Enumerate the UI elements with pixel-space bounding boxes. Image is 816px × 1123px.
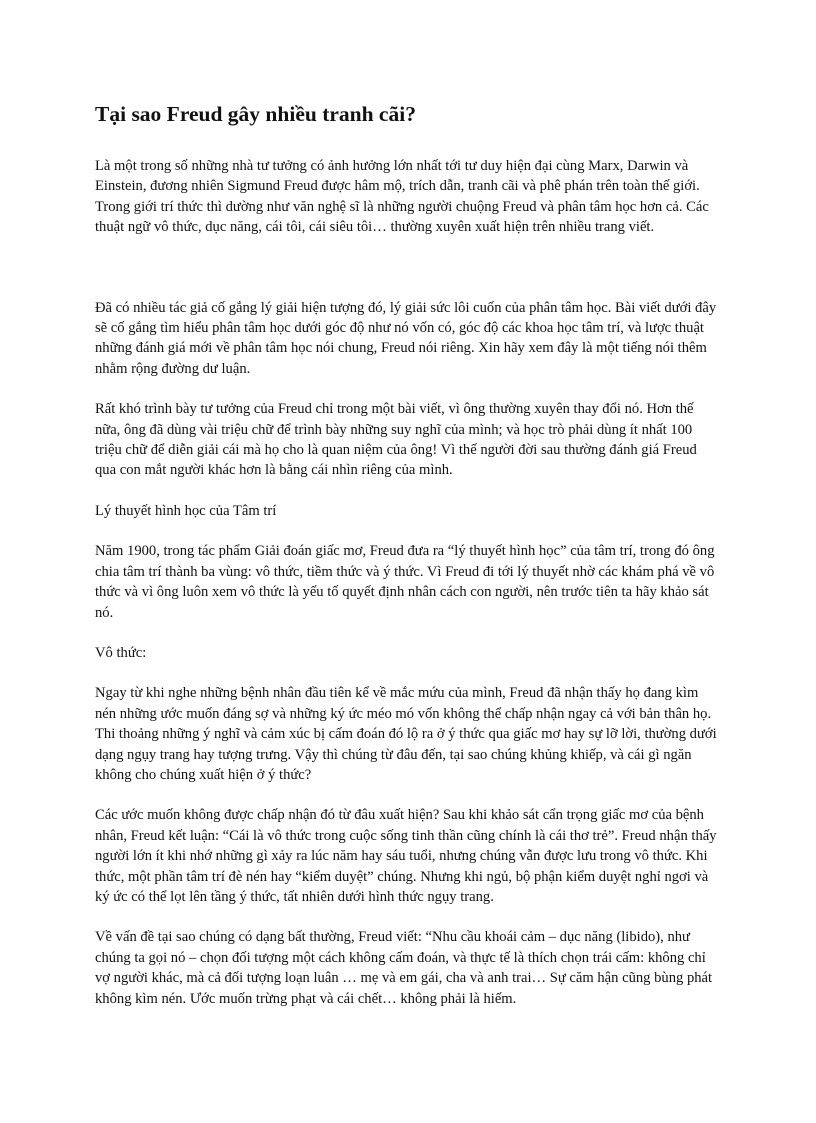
section-heading-topographic-theory: Lý thuyết hình học của Tâm trí (95, 502, 277, 519)
section-heading-unconscious: Vô thức: (95, 644, 147, 661)
paragraph-explanations: Đã có nhiều tác giả cố gắng lý giải hiện tượng đó, lý giải sức lôi cuốn của phân tâm học. Bài viết dưới đây sẽ cố gắng tìm hiểu phân tâm học dưới góc độ như nó vốn có, góc độ các khoa học tâm trí, và lược thuật những đánh giá mới về phân tâm học nói chung, Freud nói riêng. Xin hãy xem đây là một tiếng nói thêm nhằm rộng đường dư luận. (95, 299, 717, 377)
paragraph-intro: Là một trong số những nhà tư tưởng có ảnh hưởng lớn nhất tới tư duy hiện đại cùng Marx, Darwin và Einstein, đương nhiên Sigmund Freud được hâm mộ, trích dẫn, tranh cãi và phê phán trên toàn thế giới. Trong giới trí thức thì dường như văn nghệ sĩ là những người chuộng Freud và phân tâm học hơn cả. Các thuật ngữ vô thức, dục năng, cái tôi, cái siêu tôi… thường xuyên xuất hiện trên nhiều trang viết. (95, 158, 709, 236)
paragraph-repressed-wishes: Ngay từ khi nghe những bệnh nhân đầu tiên kể về mắc mứu của mình, Freud đã nhận thấy họ đang kìm nén những ước muốn đáng sợ và những ký ức méo mó vốn không thể chấp nhận ngay cả với bản thân họ. Thi thoảng những ý nghĩ và cảm xúc bị cấm đoán đó lộ ra ở ý thức qua giấc mơ hay sự lỡ lời, thường dưới dạng ngụy trang hay tượng trưng. Vậy thì chúng từ đâu đến, tại sao chúng khủng khiếp, và cái gì ngăn không cho chúng xuất hiện ở ý thức? (95, 685, 717, 783)
paragraph-libido: Về vấn đề tại sao chúng có dạng bất thường, Freud viết: “Nhu cầu khoái cảm – dục năng (libido), như chúng ta gọi nó – chọn đối tượng một cách không cấm đoán, và thực tế là thích chọn trái cấm: không chỉ vợ người khác, mà cả đối tượng loạn luân … mẹ và em gái, cha và anh trai… Sự căm hận cũng bùng phát không kìm nén. Ước muốn trừng phạt và cái chết… không phải là hiếm. (95, 929, 713, 1007)
paragraph-origin-of-wishes: Các ước muốn không được chấp nhận đó từ đâu xuất hiện? Sau khi khảo sát cẩn trọng giấc mơ của bệnh nhân, Freud kết luận: “Cái là vô thức trong cuộc sống tinh thần cũng chính là cái thơ trẻ”. Freud nhận thấy người lớn ít khi nhớ những gì xảy ra lúc năm hay sáu tuổi, nhưng chúng vẫn được lưu trong vô thức. Khi thức, một phần tâm trí đè nén hay “kiểm duyệt” chúng. Nhưng khi ngủ, bộ phận kiểm duyệt nghỉ ngơi và ký ức có thể lọt lên tầng ý thức, tất nhiên dưới hình thức ngụy trang. (95, 807, 717, 905)
paragraph-three-regions: Năm 1900, trong tác phẩm Giải đoán giấc mơ, Freud đưa ra “lý thuyết hình học” của tâm trí, trong đó ông chia tâm trí thành ba vùng: vô thức, tiềm thức và ý thức. Vì Freud đi tới lý thuyết nhờ các khám phá về vô thức và vì ông luôn xem vô thức là yếu tố quyết định nhân cách con người, nên trước tiên ta hãy khảo sát nó. (95, 543, 715, 621)
document-page (95, 100, 721, 1009)
document-title: Tại sao Freud gây nhiều tranh cãi? (95, 102, 416, 126)
paragraph-difficulty: Rất khó trình bày tư tưởng của Freud chỉ trong một bài viết, vì ông thường xuyên thay đổi nó. Hơn thế nữa, ông đã dùng vài triệu chữ để trình bày những suy nghĩ của mình; và học trò phải dùng ít nhất 100 triệu chữ để diễn giải cái mà họ cho là quan niệm của ông! Vì thế người đời sau thường đánh giá Freud qua con mắt người khác hơn là bằng cái nhìn riêng của mình. (95, 401, 697, 479)
